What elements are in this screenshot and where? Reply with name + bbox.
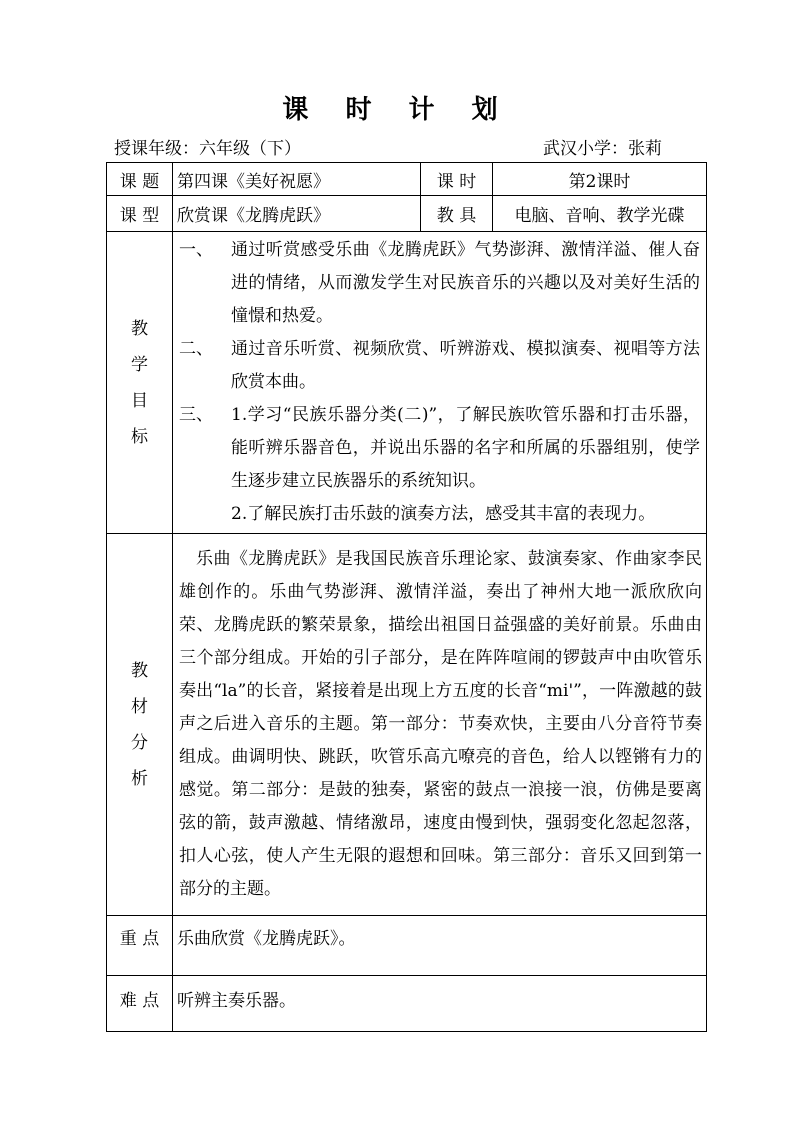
difficulty-row bbox=[107, 976, 707, 1032]
objectives-label-cell bbox=[107, 232, 173, 534]
grade-label: 授课年级：六年级（下） bbox=[114, 139, 301, 159]
tools-value: 电脑、音响、教学光碟 bbox=[493, 196, 707, 232]
analysis-label: 教材分析 bbox=[131, 660, 148, 789]
lesson-plan-table bbox=[106, 162, 707, 1032]
objective-text: 通过听赏感受乐曲《龙腾虎跃》气势澎湃、激情洋溢、催人奋进的情绪，从而激发学生对民族音乐的兴趣以及对美好生活的憧憬和热爱。 bbox=[231, 240, 700, 326]
analysis-label-cell bbox=[107, 534, 173, 916]
objective-number: 一、 bbox=[179, 240, 213, 260]
objective-number: 三、 bbox=[179, 405, 213, 425]
key-point-row bbox=[107, 916, 707, 976]
objective-item bbox=[179, 234, 700, 333]
type-value: 欣赏课《龙腾虎跃》 bbox=[173, 196, 421, 232]
objective-item bbox=[179, 333, 700, 399]
analysis-row bbox=[107, 534, 707, 916]
objective-item bbox=[179, 399, 700, 498]
topic-label: 课 题 bbox=[107, 163, 173, 196]
objectives-content bbox=[173, 232, 707, 534]
objectives-row bbox=[107, 232, 707, 534]
key-point-label: 重 点 bbox=[107, 916, 173, 976]
type-row bbox=[107, 196, 707, 232]
topic-row bbox=[107, 163, 707, 196]
objective-number: 二、 bbox=[179, 339, 213, 359]
type-label: 课 型 bbox=[107, 196, 173, 232]
tools-label: 教 具 bbox=[421, 196, 493, 232]
difficulty-label: 难 点 bbox=[107, 976, 173, 1032]
teacher-label: 武汉小学：张莉 bbox=[543, 139, 662, 159]
objective-subitem: 2.了解民族打击乐鼓的演奏方法，感受其丰富的表现力。 bbox=[231, 504, 656, 524]
difficulty-text: 听辨主奏乐器。 bbox=[173, 976, 707, 1032]
period-label: 课 时 bbox=[421, 163, 493, 196]
page-title: 课 时 计 划 bbox=[282, 95, 512, 125]
objectives-label: 教学目标 bbox=[131, 318, 148, 447]
key-point-text: 乐曲欣赏《龙腾虎跃》。 bbox=[173, 916, 707, 976]
period-value: 第2课时 bbox=[493, 163, 707, 196]
objective-text: 1.学习“民族乐器分类(二)”，了解民族吹管乐器和打击乐器，能听辨乐器音色，并说出乐器的名字和所属的乐器组别，使学生逐步建立民族器乐的系统知识。 bbox=[231, 405, 700, 491]
objective-text: 通过音乐听赏、视频欣赏、听辨游戏、模拟演奏、视唱等方法欣赏本曲。 bbox=[231, 339, 700, 392]
analysis-text: 乐曲《龙腾虎跃》是我国民族音乐理论家、鼓演奏家、作曲家李民雄创作的。乐曲气势澎湃、激情洋溢，奏出了神州大地一派欣欣向荣、龙腾虎跃的繁荣景象，描绘出祖国日益强盛的美好前景。乐曲由三个部分组成。开始的引子部分，是在阵阵喧闹的锣鼓声中由吹管乐奏出“la”的长音，紧接着是出现上方五度的长音“mi'”，一阵激越的鼓声之后进入音乐的主题。第一部分：节奏欢快，主要由八分音符节奏组成。曲调明快、跳跃，吹管乐高亢嘹亮的音色，给人以铿锵有力的感觉。第二部分：是鼓的独奏，紧密的鼓点一浪接一浪，仿佛是要离弦的箭，鼓声激越、情绪激昂，速度由慢到快，强弱变化忽起忽落，扣人心弦，使人产生无限的遐想和回味。第三部分：音乐又回到第一部分的主题。 bbox=[173, 534, 707, 916]
topic-value: 第四课《美好祝愿》 bbox=[173, 163, 421, 196]
